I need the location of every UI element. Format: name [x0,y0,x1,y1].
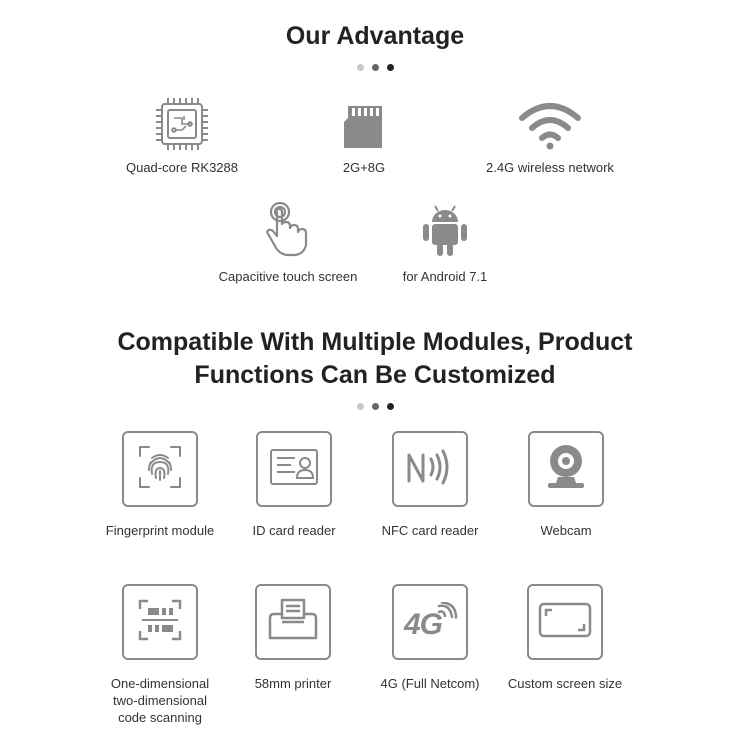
carousel-dot[interactable] [387,403,394,410]
module-label: NFC card reader [381,523,479,538]
module-icon-box [255,584,331,660]
feature-label: for Android 7.1 [402,269,488,284]
modules-title-line: Functions Can Be Customized [194,361,556,389]
carousel-dot[interactable] [357,64,364,71]
module-webcam [486,431,646,539]
modules-title [0,326,750,392]
barcode-scan-icon [138,599,182,646]
feature-android [345,198,545,285]
module-printer [213,584,373,692]
advantage-title: Our Advantage [285,22,465,50]
module-label-line: One-dimensional [110,676,210,691]
module-label: Custom screen size [507,676,623,691]
module-label: Fingerprint module [105,523,215,538]
carousel-dot[interactable] [372,403,379,410]
printer-icon [267,598,319,647]
feature-wireless [450,90,650,176]
module-icon-box [528,431,604,507]
module-icon-box [527,584,603,660]
feature-quad-core [82,90,282,176]
4g-icon [402,602,458,642]
nfc-icon [405,447,455,492]
module-label-line: code scanning [118,710,202,725]
feature-label: Quad-core RK3288 [125,160,238,175]
module-label: 58mm printer [254,676,332,691]
module-label: Webcam [540,523,592,538]
webcam-icon [544,443,588,496]
feature-label: 2G+8G [342,160,386,175]
sd-card-icon [264,90,464,152]
module-screen-size [485,584,645,692]
carousel-dots [0,64,750,72]
id-card-icon [269,448,319,491]
fingerprint-icon [137,444,183,495]
module-icon-box [122,584,198,660]
feature-label: Capacitive touch screen [218,269,358,284]
module-label: 4G (Full Netcom) [380,676,480,691]
carousel-dot[interactable] [372,64,379,71]
cpu-chip-icon [82,90,282,152]
module-label: ID card reader [252,523,336,538]
carousel-dots [0,403,750,411]
module-icon-box [392,584,468,660]
wifi-icon [450,90,650,152]
module-icon-box [122,431,198,507]
feature-label: 2.4G wireless network [486,160,614,175]
screen-size-icon [538,602,592,643]
carousel-dot[interactable] [387,64,394,71]
module-label-line: two-dimensional [113,693,207,708]
module-icon-box [392,431,468,507]
modules-title-line: Compatible With Multiple Modules, Product [117,328,633,356]
carousel-dot[interactable] [357,403,364,410]
feature-memory [264,90,464,176]
4g-icon-text: 4G [404,608,443,641]
android-icon [345,198,545,260]
module-icon-box [256,431,332,507]
